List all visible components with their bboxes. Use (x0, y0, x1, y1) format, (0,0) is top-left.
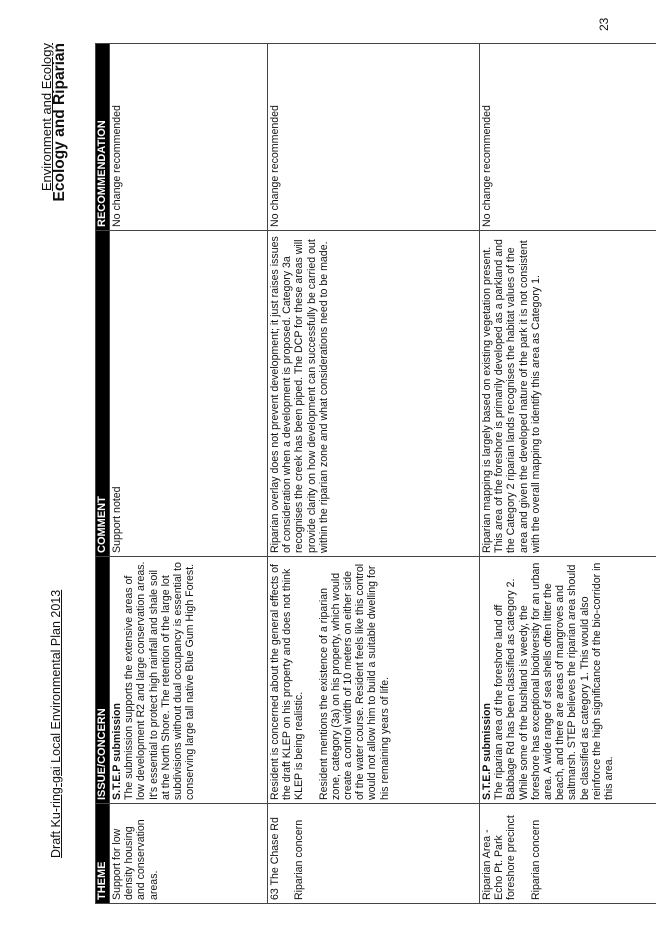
column-header-issue: ISSUE/CONCERN (96, 557, 110, 804)
theme-subtext: Riparian concern (529, 819, 542, 900)
issue-text: Resident is concerned about the general effects of the draft KLEP on his property and does not think KLEP is being realistic. (269, 564, 306, 800)
recommendation-cell (268, 44, 480, 231)
column-header-comment: COMMENT (96, 231, 110, 557)
table-row (110, 44, 268, 904)
comment-text: Support noted (111, 486, 123, 553)
subsection-title: Ecology and Riparian (51, 43, 68, 202)
page-header (33, 43, 68, 858)
document-title: Draft Ku-ring-gai Local Environmental Plan 2013 (49, 589, 63, 858)
issue-cell (268, 557, 480, 804)
recommendation-text: No change recommended (481, 105, 493, 227)
column-header-recommendation: RECOMMENDATION (96, 44, 110, 231)
comment-text: Riparian overlay does not prevent development; it just raises issues of consideration when a development is proposed. Category 3a recognises the creek has been piped. The DCP for these areas will provide clarity on how development can successfully be carried out within the riparian zone and what considerations need to be made. (269, 236, 330, 553)
page-number: 23 (597, 17, 611, 31)
table-row (480, 44, 656, 904)
issue-text: The riparian area of the foreshore land off Babbage Rd has been classified as category 2. While some of the bushland is weedy, the foreshore has exceptional biodiversity for an urban area. A wide range of sea shells often litter the beach, and there are areas of mangroves and saltmarsh. STEP believes the riparian area should be classified as category 1. This would also reinforce the high significance of the bio-corridor in this area. (493, 562, 616, 800)
theme-subtext: Riparian concern (293, 819, 306, 900)
recommendation-text: No change recommended (111, 105, 123, 227)
theme-text: Support for low density housing and conservation areas. (111, 819, 160, 900)
issue-heading: S.T.E.P submission (481, 703, 493, 800)
submissions-table (95, 43, 656, 904)
recommendation-cell (480, 44, 656, 231)
table-row (268, 44, 480, 904)
comment-cell (268, 231, 480, 557)
theme-cell (268, 804, 480, 904)
issue-text: Resident mentions the existence of a riparian zone, category (3a) on his property, which would create a control width of 10 meters on either side of the water course. Resident feels like this control would not allow him to build a suitable dwelling for his remaining years of life. (317, 563, 391, 800)
issue-heading: S.T.E.P submission (111, 703, 123, 800)
theme-text: 63 The Chase Rd (269, 817, 281, 900)
issue-cell (110, 557, 268, 804)
comment-text: Riparian mapping is largely based on existing vegetation present. This area of the foreshore is primarily developed as a parkland and the Category 2 riparian lands recognises the habitat values of the area and given the developed nature of the park it is not consistent with the overall mapping to identify this area as Category 1. (481, 239, 542, 553)
recommendation-cell (110, 44, 268, 231)
column-header-theme: THEME (96, 804, 110, 904)
theme-cell (110, 804, 268, 904)
recommendation-text: No change recommended (269, 105, 281, 227)
issue-text: The submission supports the extensive areas of low development R2 and large conservation areas. It's essential to protect high rainfall and shale soil at the North Shore. The retention of the large lot subdivisions without dual occupancy is essential to conserving large tall native Blue Gum High Forest. (123, 561, 197, 800)
comment-cell (110, 231, 268, 557)
theme-text: Riparian Area -Echo Pt. Park foreshore precinct (481, 815, 518, 900)
theme-cell (480, 804, 656, 904)
table-header-row (96, 44, 110, 904)
comment-cell (480, 231, 656, 557)
section-title: Environment and Ecology (39, 43, 54, 192)
issue-cell (480, 557, 656, 804)
